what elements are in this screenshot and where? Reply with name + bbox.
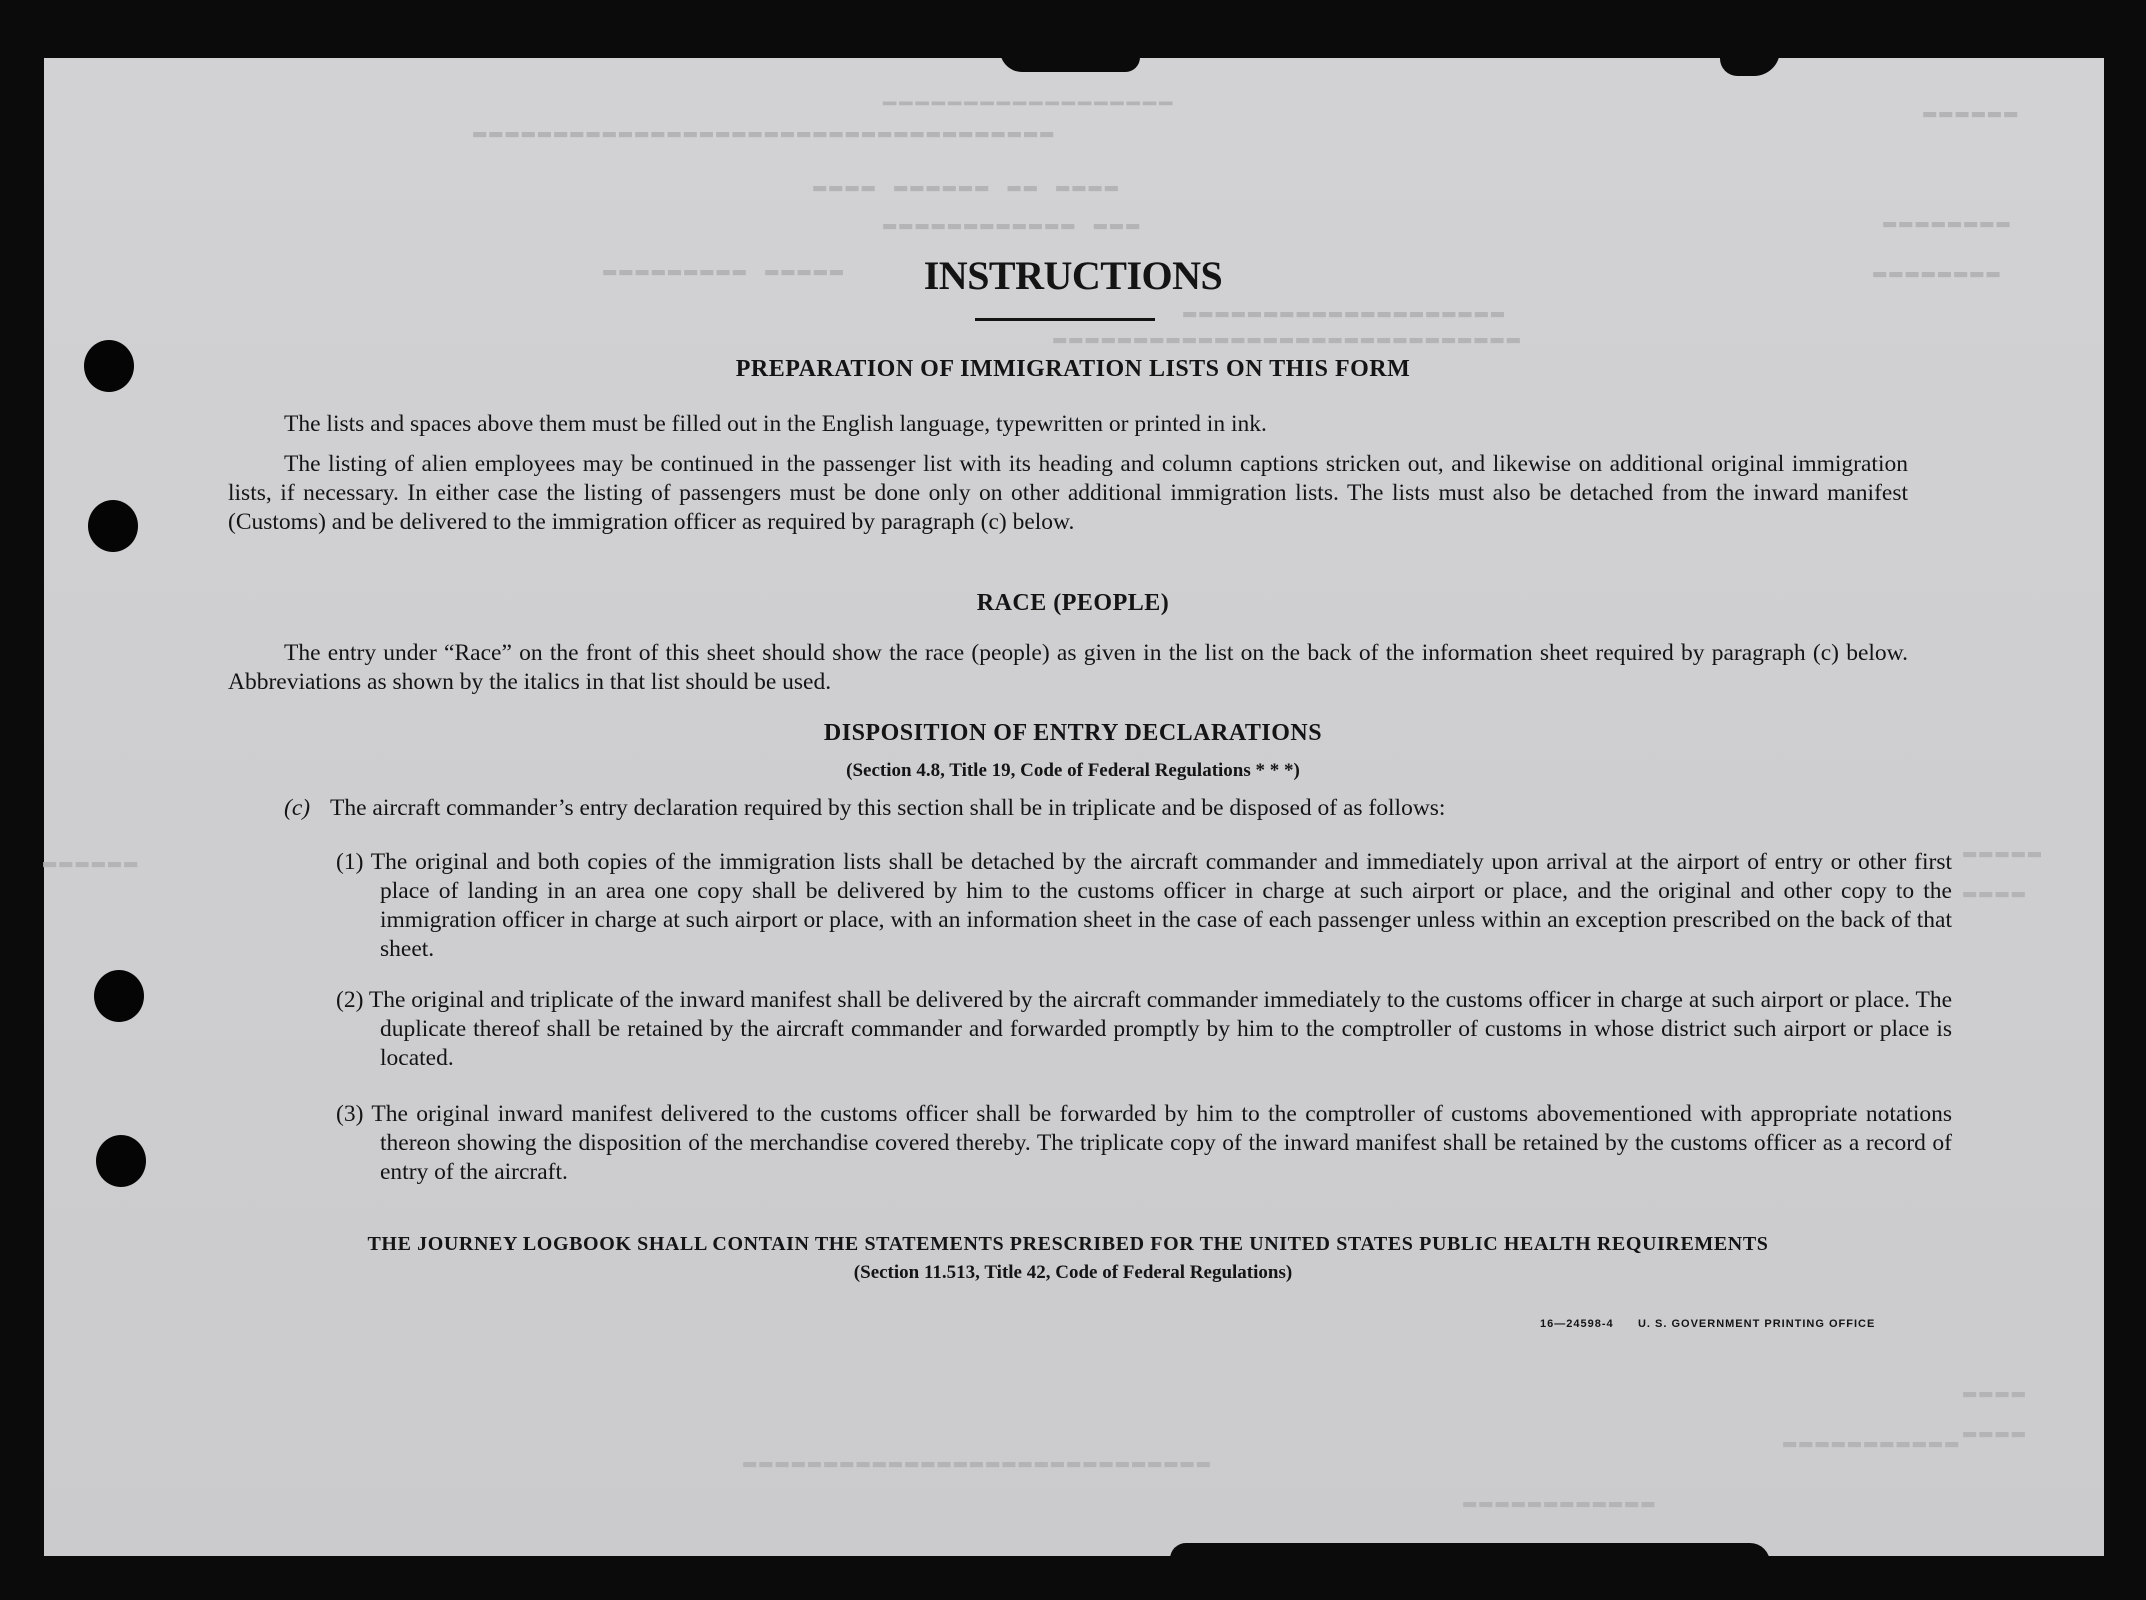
list-item-label: (3) — [336, 1101, 364, 1127]
bleed-through: ▬▬▬ ▬▬▬▬▬▬▬▬▬▬▬▬ — [880, 212, 1140, 237]
binder-hole — [96, 1135, 146, 1187]
form-number: 16—24598-4 — [1540, 1318, 1614, 1330]
list-item-text: The original and both copies of the immigration lists shall be detached by the aircraft commander and immediately upon arrival at the airport of entry or other first place of landing in an area one copy shall be delivered by him to the customs officer in charge at such airport or place, and the original and other copy to the immigration officer in charge at such airport or place, with an information sheet in the case of each passenger unless within an exception prescribed on the back of that sheet. — [370, 849, 1953, 962]
bleed-through: ▬▬▬▬▬▬▬▬ — [1880, 210, 2010, 235]
list-item — [336, 1100, 1952, 1187]
section-heading-race: RACE (PEOPLE) — [976, 590, 1170, 616]
bleed-through: ▬▬▬▬ ▬▬ ▬▬▬▬▬▬ ▬▬▬▬ — [810, 174, 1118, 199]
title-underline — [975, 318, 1155, 321]
section-citation: (Section 4.8, Title 19, Code of Federal Regulations * * *) — [846, 760, 1300, 781]
list-item-text: The original inward manifest delivered to the customs officer shall be forwarded by him to the comptroller of customs abovementioned with appropriate notations thereon showing the disposition of the merchandise covered thereby. The triplicate copy of the inward manifest shall be retained by the customs officer as a record of entry of the aircraft. — [371, 1101, 1953, 1185]
clause-label: (c) — [284, 795, 311, 821]
bleed-through: ▬▬▬▬ — [1960, 1380, 2025, 1405]
bleed-through: ▬▬▬▬▬▬ — [1920, 100, 2018, 125]
bleed-through: ▬▬▬▬▬▬▬▬▬▬▬▬▬▬▬▬▬▬▬▬▬▬▬▬▬▬▬▬▬ — [1050, 326, 1520, 351]
bleed-through: ▬▬▬▬▬▬▬▬▬▬▬▬ — [1460, 1490, 1655, 1515]
binder-hole — [94, 970, 144, 1022]
paragraph: The lists and spaces above them must be filled out in the English language, typewritten or printed in ink. — [284, 411, 1267, 437]
page-title: INSTRUCTIONS — [923, 253, 1223, 298]
bleed-through: ▬▬▬▬▬ — [1960, 840, 2042, 865]
bleed-through: ▬▬▬▬▬▬▬▬▬▬▬ — [1780, 1430, 1959, 1455]
bleed-through: ▬▬▬▬▬ ▬▬▬▬▬▬▬▬▬ — [600, 258, 844, 283]
torn-edge-bottom — [1170, 1543, 1770, 1563]
printer-name: U. S. GOVERNMENT PRINTING OFFICE — [1637, 1318, 1876, 1330]
section-heading-immigration-lists: PREPARATION OF IMMIGRATION LISTS ON THIS FORM — [735, 356, 1411, 382]
list-item — [336, 986, 1952, 1073]
bleed-through: ▬▬▬▬▬▬ — [40, 850, 138, 875]
bleed-through: ▬▬▬▬▬▬▬▬▬▬▬▬▬▬▬▬▬▬▬▬ — [1180, 300, 1505, 325]
section-heading-disposition: DISPOSITION OF ENTRY DECLARATIONS — [823, 720, 1323, 746]
binder-hole — [88, 500, 138, 552]
footer-statement: THE JOURNEY LOGBOOK SHALL CONTAIN THE STATEMENTS PRESCRIBED FOR THE UNITED STATES PUBLIC HEALTH REQUIREMENTS — [367, 1233, 1769, 1255]
paragraph: The entry under “Race” on the front of this sheet should show the race (people) as given in the list on the back of the information sheet required by paragraph (c) below. Abbreviations as shown by the italics in that list should be used. — [228, 640, 1908, 695]
bleed-through: ▬▬▬▬▬▬▬▬▬▬▬▬▬▬▬▬▬▬▬▬▬▬▬▬▬▬▬▬▬▬▬▬▬▬▬▬ — [470, 120, 1054, 145]
bleed-through: ━━━━━━━━━━━━━━━━━━ — [880, 93, 1173, 118]
bleed-through: ▬▬▬▬▬▬▬▬▬▬▬▬▬▬▬▬▬▬▬▬▬▬▬▬▬▬▬▬▬ — [740, 1450, 1210, 1475]
bleed-through: ▬▬▬▬ — [1960, 880, 2025, 905]
list-item-text: The original and triplicate of the inward manifest shall be delivered by the aircraft commander immediately to the customs officer in charge at such airport or place. The duplicate thereof shall be retained by the aircraft commander and forwarded promptly by him to the comptroller of customs in whose district such airport or place is located. — [368, 987, 1953, 1071]
list-item-label: (1) — [336, 849, 364, 875]
list-item — [336, 848, 1952, 964]
list-item-label: (2) — [336, 987, 364, 1013]
paragraph: The listing of alien employees may be continued in the passenger list with its heading and column captions stricken out, and likewise on additional original immigration lists, if necessary. In either case the listing of passengers must be done only on other additional immigration lists. The lists must also be detached from the inward manifest (Customs) and be delivered to the immigration officer as required by paragraph (c) below. — [228, 451, 1908, 535]
bleed-through: ▬▬▬▬ — [1960, 1420, 2025, 1445]
printing-office-imprint — [1540, 1318, 1875, 1330]
footer-citation: (Section 11.513, Title 42, Code of Federal Regulations) — [853, 1262, 1293, 1283]
clause-text: The aircraft commander’s entry declaration required by this section shall be in triplicate and be disposed of as follows: — [330, 795, 1446, 821]
torn-edge-top — [1000, 50, 1140, 72]
bleed-through: ▬▬▬▬▬▬▬▬ — [1870, 260, 2000, 285]
